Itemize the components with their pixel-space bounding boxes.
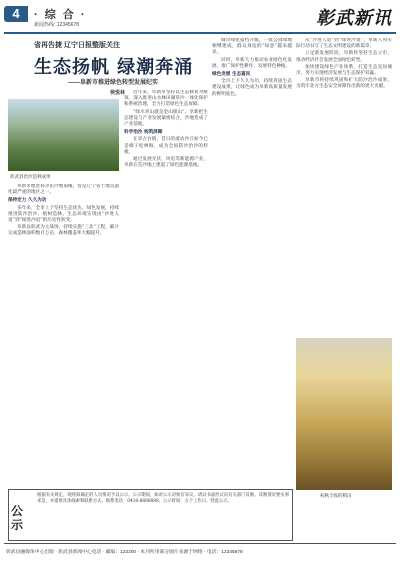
photo-caption: 初秋丰收的稻田: [320, 493, 352, 498]
public-notice-box: [8, 489, 293, 541]
article-kicker: 省再告捷 辽宁日报整版关注: [34, 42, 120, 49]
header-rule: [4, 32, 396, 34]
paragraph: 同时，阜新大力推动农业绿色化发展，推广保护性耕作，发展特色种植。: [212, 57, 292, 69]
page-footer: 彰武县融媒体中心出版 · 彰武县新闻中心电话 · 邮编：123200 · 本刊所用部分图片来源于网络 · 电话：12345678: [6, 550, 243, 555]
paragraph: 多年来，全市上下坚持生态优先、绿色发展，持续推进防沙治沙、植树造林，生态环境实现由“沙进人退”到“绿进沙退”的历史性转变。: [8, 205, 119, 224]
article-column-1: [8, 184, 119, 484]
paragraph: 城市绿化提档升级，一批公园绿地相继建成，群众身边的“绿意”越来越多。: [212, 38, 292, 56]
article-photo-forest: [8, 99, 119, 171]
section-subtitle: 保持定力 久久为功: [8, 198, 47, 204]
section-name: · 综 合 ·: [34, 9, 87, 21]
paragraph: 阜新市地处科尔沁沙地南缘，曾是辽宁省土地荒漠化最严重的地区之一。: [8, 184, 119, 196]
paragraph: 立足新发展阶段，阜新将坚持生态立市，推动经济社会发展全面绿色转型。: [296, 51, 392, 63]
dateline: 新闻热线: 12345678: [34, 22, 80, 28]
newspaper-logo: 彰武新讯: [316, 8, 392, 29]
notice-label: 公 示: [11, 504, 24, 532]
photo-caption: 彰武县治沙造林成果: [10, 174, 51, 179]
article-byline: 侯悦林: [110, 90, 126, 96]
article-photo-ricefield: [296, 338, 392, 490]
article-subhead: ——阜新市推进绿色转型发展纪实: [68, 80, 159, 86]
article-headline: 生态扬帆 绿潮奔涌: [34, 57, 194, 78]
page-header: [0, 0, 400, 32]
paragraph: 在章古台镇，昔日的流动沙丘如今已是樟子松林海，成为全国防沙治沙的样板。: [124, 137, 208, 155]
section-subtitle: 科学治沙 构筑屏障: [124, 130, 163, 136]
page-number: 4: [4, 6, 28, 22]
paragraph: 通过发展光伏、风电等新能源产业，阜新在荒沙地上建起了绿色能源基地。: [124, 157, 208, 169]
paragraph: 加快建设绿色产业体系，打造生态宜居城市，努力实现经济发展与生态保护双赢。: [296, 64, 392, 77]
paragraph: 全市上下久久为功，持续巩固生态建设成果，让绿色成为阜新高质量发展的鲜明底色。: [212, 79, 292, 97]
article-column-4: [296, 38, 392, 334]
notice-text: 根据有关规定，现将拟确定的人员情况予以公示。公示期间，如对公示对象有异议，请以书面形式向有关部门反映。反映情况要实事求是，并提供具体线索和联系方式。联系电话：0418-8888888。公示时间：五个工作日。特此公示。: [37, 493, 289, 504]
paragraph: 近年来，阜新市坚持以生态修复为统领，深入推进山水林田湖草沙一体化保护和系统治理，全力打造绿色生态屏障。: [124, 90, 208, 108]
section-subtitle: 绿色发展 生态富民: [212, 72, 251, 78]
paragraph: 阜新以彰武为主战场，持续实施“三北”工程，累计完成造林面积数百万亩，森林覆盖率大幅提升。: [8, 225, 119, 237]
paragraph: 从“沙进人退”到“绿进沙退”，阜新人用实际行动书写了生态文明建设的新篇章。: [296, 38, 392, 50]
article-column-3: [212, 38, 292, 484]
paragraph: 阜新市将持续巩固和扩大防沙治沙成果，为筑牢北方生态安全屏障作出新的更大贡献。: [296, 78, 392, 90]
article-column-2: [124, 90, 208, 484]
footer-rule: [4, 543, 396, 544]
paragraph: “绿水青山就是金山银山”。阜新把生态建设与产业发展紧密结合，沙地变成了产业基地。: [124, 109, 208, 128]
